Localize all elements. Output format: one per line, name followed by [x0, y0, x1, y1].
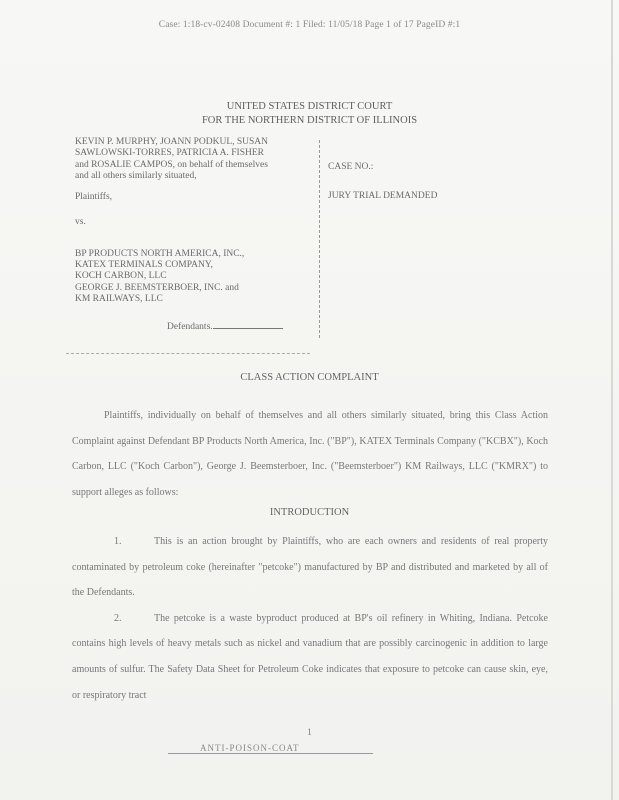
case-caption-parties — [75, 137, 315, 334]
plaintiffs-label: Plaintiffs, — [75, 192, 113, 203]
section-heading: INTRODUCTION — [269, 507, 350, 518]
signature-underline — [213, 319, 283, 329]
paragraph-2 — [72, 606, 548, 708]
court-name-block — [0, 100, 619, 128]
defendants-label-row — [75, 319, 315, 333]
court-line-2: FOR THE NORTHERN DISTRICT OF ILLINOIS — [201, 115, 418, 126]
paragraph-1 — [72, 529, 548, 606]
page-number: 1 — [307, 728, 312, 738]
versus-label: vs. — [75, 217, 86, 228]
paragraph-number: 2. — [114, 612, 122, 624]
intro-paragraph: Plaintiffs, individually on behalf of themselves and all others similarly situated, bring this Class Action Complaint against Defendant BP Products North America, Inc. ("BP"), KATEX Terminals Company ("KCBX"), Koch Carbon, LLC ("Koch Carbon"), George J. Beemsterboer, Inc. ("Beemsterboer") KM Railways, LLC ("KMRX") to support alleges as follows: — [72, 410, 548, 498]
court-line-1: UNITED STATES DISTRICT COURT — [226, 101, 393, 112]
defendants-names: BP PRODUCTS NORTH AMERICA, INC., KATEX TERMINALS COMPANY, KOCH CARBON, LLC GEORGE J. BEEMSTERBOER, INC. and KM RAILWAYS, LLC — [75, 248, 245, 304]
caption-divider — [319, 140, 321, 338]
footer-stamp — [168, 743, 373, 754]
paragraph-number: 1. — [114, 536, 122, 547]
paragraph-text: This is an action brought by Plaintiffs, who are each owners and residents of real property contaminated by petroleum coke (hereinafter "petcoke") manufactured by BP and distributed and marketed by all of the Defendants. — [72, 536, 548, 599]
caption-bottom-rule — [66, 353, 310, 354]
defendants-label: Defendants. — [167, 322, 213, 333]
case-caption-right — [328, 162, 437, 201]
footer-stamp-text: ANTI-POISON-COAT — [200, 743, 300, 753]
intro-paragraph-block — [72, 403, 548, 505]
jury-demand-label: JURY TRIAL DEMANDED — [328, 191, 438, 201]
case-number-label: CASE NO.: — [328, 162, 374, 172]
plaintiffs-names: KEVIN P. MURPHY, JOANN PODKUL, SUSAN SAWLOWSKI-TORRES, PATRICIA A. FISHER and ROSALIE CAMPOS, on behalf of themselves and all others similarly situated, — [75, 137, 269, 181]
numbered-paragraphs — [72, 529, 548, 708]
paragraph-text: The petcoke is a waste byproduct produced at BP's oil refinery in Whiting, Indiana. Petcoke contains high levels of heavy metals such as nickel and vanadium that are possibly carcinogenic in addition to large amounts of sulfur. The Safety Data Sheet for Petroleum Coke indicates that exposure to petcoke can cause skin, eye, or respiratory tract — [72, 612, 548, 701]
case-header: Case: 1:18-cv-02408 Document #: 1 Filed: 11/05/18 Page 1 of 17 PageID #:1 — [158, 20, 461, 30]
document-title: CLASS ACTION COMPLAINT — [240, 372, 379, 383]
